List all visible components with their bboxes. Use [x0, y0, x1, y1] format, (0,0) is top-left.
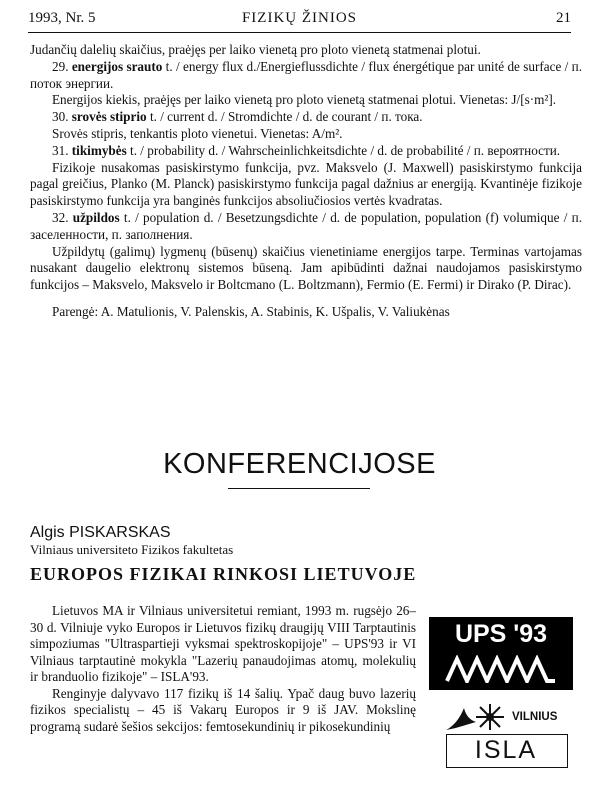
- issue-label: 1993, Nr. 5: [28, 10, 96, 26]
- glossary-definition: Energijos kiekis, praėjęs per laiko vienetą pro ploto vienetą statmenai plotui. Vienetas: J/[s·m²].: [52, 92, 557, 108]
- article-body: [30, 603, 416, 735]
- entry-term: srovės stiprio: [71, 109, 147, 125]
- glossary-definition: Srovės stipris, tenkantis ploto vienetui. Vienetas: A/m².: [52, 125, 343, 141]
- journal-title: FIZIKŲ ŽINIOS: [241, 10, 358, 26]
- entry-number: 31.: [52, 142, 69, 158]
- entry-term: tikimybės: [71, 142, 127, 158]
- glossary-entry: [30, 109, 582, 126]
- pulse-train-icon: [445, 655, 557, 683]
- author-affiliation: Vilniaus universiteto Fizikos fakultetas: [30, 542, 234, 557]
- isla-city-label: VILNIUS: [512, 711, 558, 723]
- isla-logo: [440, 700, 576, 770]
- article-paragraph: Lietuvos MA ir Vilniaus universitetui remiant, 1993 m. rugsėjo 26–30 d. Vilniuje vyko Europos ir Lietuvos fizikų draugijų VIII Tarptautinis simpoziumas "Ultraspartieji vyksmai spektroskopijoje" – UPS'93 ir VI Vilniaus tarptautinė mokykla "Lazerių panaudojimas atomų, molekulių ir branduolio fizikoje" – ISLA'93.: [30, 603, 416, 684]
- glossary-definition: Fizikoje nusakomas pasiskirstymo funkcija, pvz. Maksvelo (J. Maxwell) pasiskirstymo funkcija pagal greičius, Planko (M. Planck) pasiskirstymo funkcija pagal dažnius ar energiją. Kvantinėje fizikoje pasiskirstymo funkcija yra banginės funkcijos absoliučiosios vertės kvadratas.: [30, 159, 582, 209]
- entry-number: 29.: [52, 58, 69, 74]
- page-number: 21: [556, 10, 571, 26]
- article-author: Algis PISKARSKAS: [30, 524, 171, 541]
- laser-burst-icon: [472, 702, 508, 732]
- entry-translations: t. / energy flux d./Energieflussdichte / flux énergétique par unité de surface / п. поток энергии.: [30, 58, 582, 91]
- ups-logo-text: UPS '93: [454, 620, 548, 648]
- entry-number: 32.: [52, 209, 69, 225]
- entry-number: 30.: [52, 109, 69, 125]
- entry-translations: t. / current d. / Stromdichte / d. de courant / п. тока.: [146, 109, 423, 125]
- section-title: KONFERENCIJOSE: [163, 448, 436, 480]
- article-paragraph: Renginyje dalyvavo 117 fizikų iš 14 šalių. Ypač daug buvo lazerių fizikos specialistų – 45 iš Vakarų Europos ir 9 iš JAV. Mokslinę programą sudarė šešios sekcijos: femtosekundinių ir pikosekundinių: [30, 685, 416, 734]
- glossary-block: [30, 42, 582, 321]
- glossary-entry: [30, 210, 582, 244]
- entry-term: užpildos: [72, 209, 120, 225]
- entry-translations: t. / probability d. / Wahrscheinlichkeitsdichte / d. de probabilité / п. вероятности.: [126, 142, 561, 158]
- credits-line: Parengė: A. Matulionis, V. Palenskis, A. Stabinis, K. Ušpalis, V. Valiukėnas: [52, 303, 450, 319]
- glossary-entry: [30, 143, 582, 160]
- isla-logo-text: ISLA: [474, 736, 538, 764]
- running-head: [28, 10, 571, 30]
- header-rule: [28, 32, 571, 33]
- ups-logo: [429, 617, 573, 690]
- glossary-entry: [30, 59, 582, 93]
- entry-term: energijos srauto: [71, 58, 163, 74]
- entry-translations: t. / population d. / Besetzungsdichte / d. de population, population (f) volumique / п. заселенности, п. заполнения.: [30, 209, 582, 242]
- glossary-definition: Užpildytų (galimų) lygmenų (būsenų) skaičius vienetiniame energijos tarpe. Terminas vartojamas nusakant daugelio elektronų sistemos būseną. Jam apibūdinti dažnai naudojamos pasiskirstymo funkcijos – Maksvelo, Maksvelo ir Boltcmano (L. Boltzmann), Fermio (E. Fermi) ir Dirako (P. Dirac).: [30, 243, 582, 293]
- article-title: EUROPOS FIZIKAI RINKOSI LIETUVOJE: [30, 564, 417, 584]
- glossary-definition: Judančių dalelių skaičius, praėjęs per laiko vienetą pro ploto vienetą statmenai plotui.: [30, 42, 481, 57]
- section-title-rule: [228, 488, 370, 489]
